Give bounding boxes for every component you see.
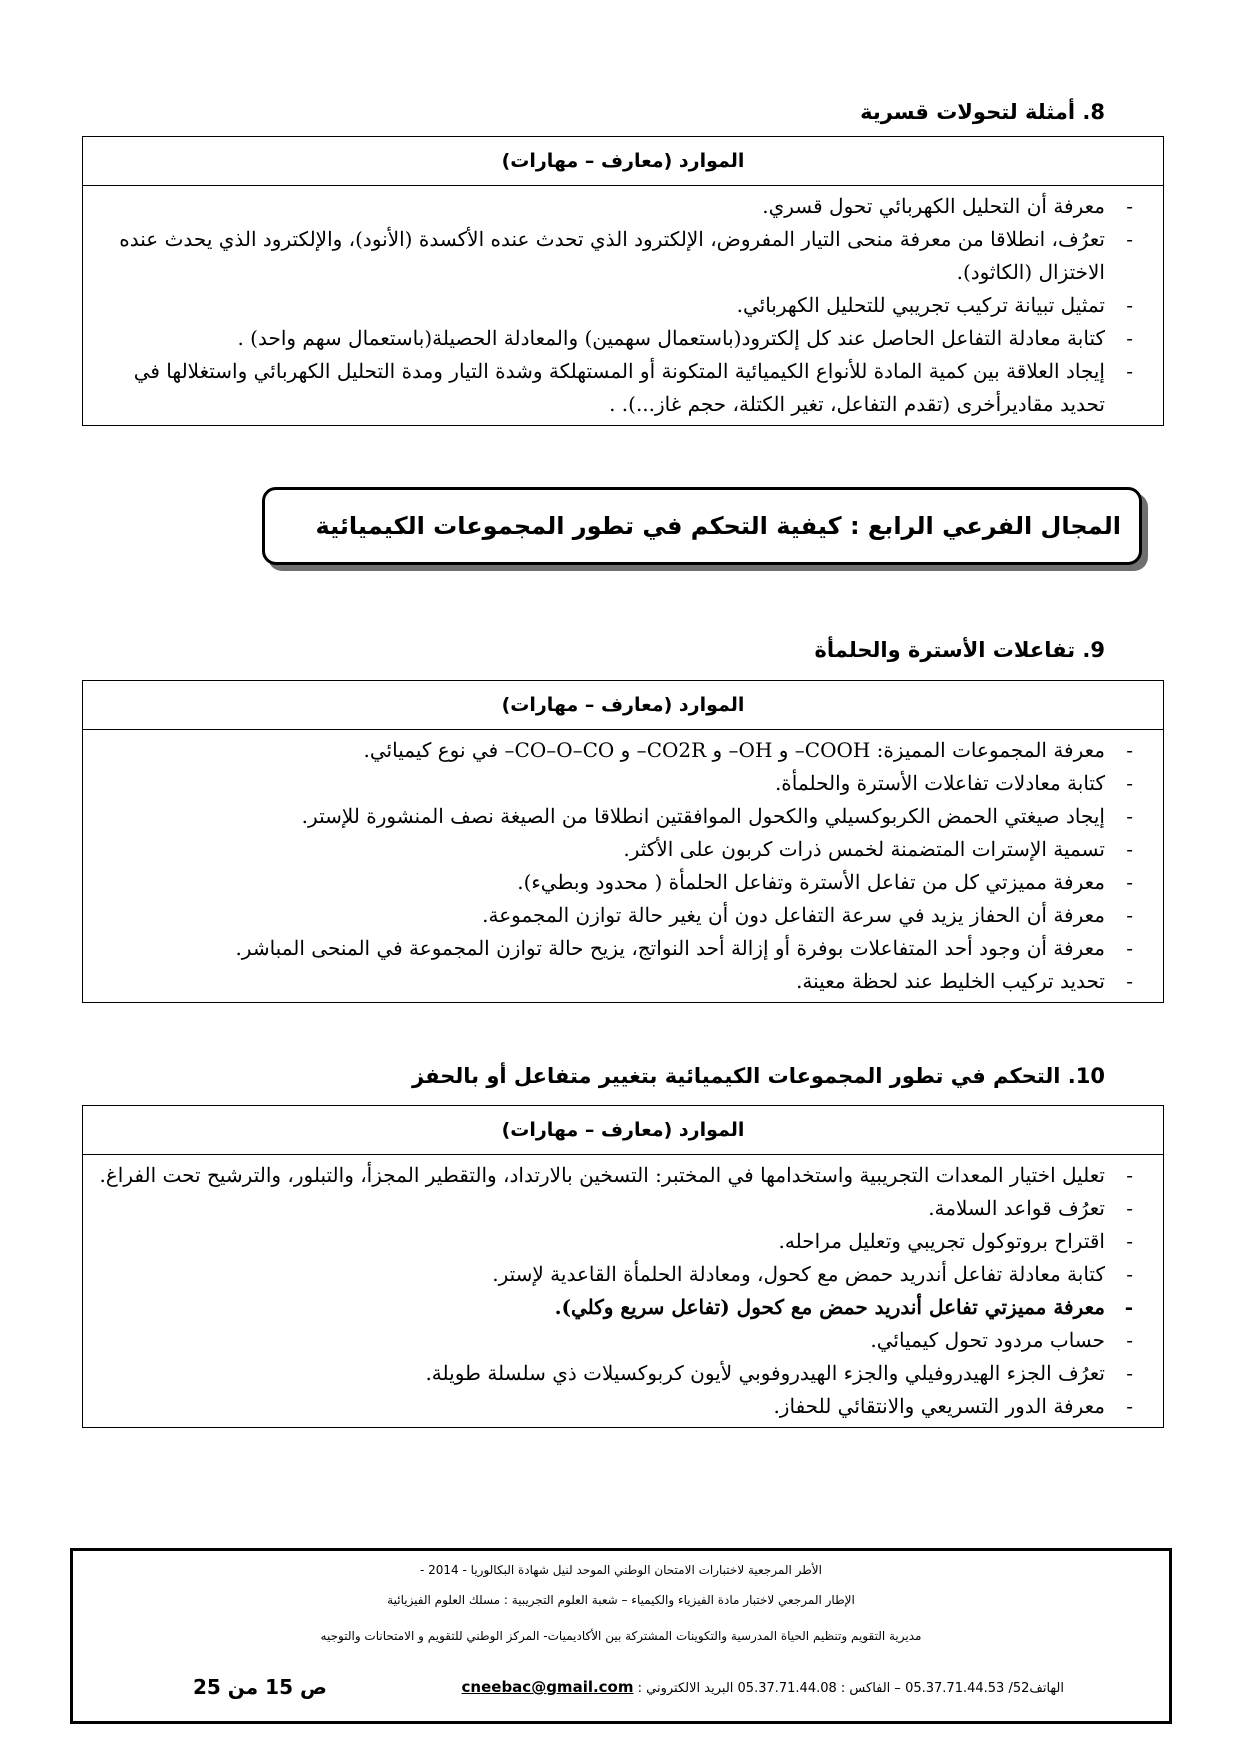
list-item: - معرفة مميزتي تفاعل أندريد حمض مع كحول (تفاعل سريع وكلي).: [97, 1291, 1133, 1324]
section-8-heading: 8. أمثلة لتحولات قسرية: [860, 100, 1105, 124]
list-item: - معرفة أن وجود أحد المتفاعلات بوفرة أو إزالة أحد النواتج، يزيح حالة توازن المجموعة في المنحى المباشر.: [97, 932, 1133, 965]
footer-line-2: الإطار المرجعي لاختبار مادة الفيزياء والكيمياء – شعبة العلوم التجريبية : مسلك العلوم الفيزيائية: [387, 1593, 855, 1607]
sub-domain-title: المجال الفرعي الرابع : كيفية التحكم في تطور المجموعات الكيميائية: [315, 512, 1121, 540]
page-number: ص 15 من 25: [193, 1675, 327, 1699]
list-item: - كتابة معادلة التفاعل الحاصل عند كل إلكترود(باستعمال سهمين) والمعادلة الحصيلة(باستعمال سهم واحد) .: [97, 322, 1133, 355]
list-item: - تمثيل تبيانة تركيب تجريبي للتحليل الكهربائي.: [97, 289, 1133, 322]
section-10-resources-table: [82, 1105, 1164, 1428]
list-item: - تسمية الإسترات المتضمنة لخمس ذرات كربون على الأكثر.: [97, 833, 1133, 866]
section-8-resources-table: [82, 136, 1164, 426]
list-item: - تعرُف الجزء الهيدروفيلي والجزء الهيدروفوبي لأيون كربوكسيلات ذي سلسلة طويلة.: [97, 1357, 1133, 1390]
footer-contact: [462, 1678, 1064, 1696]
list-item: - تعرُف، انطلاقا من معرفة منحى التيار المفروض، الإلكترود الذي تحدث عنده الأكسدة (الأنود)، والإلكترود الذي يحدث عنده الاختزال (الكاثود).: [97, 223, 1133, 289]
list-item: - اقتراح بروتوكول تجريبي وتعليل مراحله.: [97, 1225, 1133, 1258]
list-item: - كتابة معادلات تفاعلات الأسترة والحلمأة.: [97, 767, 1133, 800]
footer-line-1: الأطر المرجعية لاختبارات الامتحان الوطني الموحد لنيل شهادة البكالوريا - 2014 -: [420, 1563, 822, 1577]
footer-line-3: مديرية التقويم وتنظيم الحياة المدرسية والتكوينات المشتركة بين الأكاديميات- المركز الوطني للتقويم و الامتحانات والتوجيه: [320, 1629, 922, 1643]
resources-list: [83, 730, 1163, 1002]
section-9-resources-table: [82, 680, 1164, 1003]
table-header: الموارد (معارف – مهارات): [83, 681, 1163, 730]
list-item: - إيجاد العلاقة بين كمية المادة للأنواع الكيميائية المتكونة أو المستهلكة وشدة التيار ومدة التحليل الكهربائي واستغلالها في تحديد مقاديرأخرى (تقدم التفاعل، تغير الكتلة، حجم غاز...). .: [97, 355, 1133, 421]
table-header: الموارد (معارف – مهارات): [83, 1106, 1163, 1155]
resources-list: [83, 186, 1163, 425]
table-header: الموارد (معارف – مهارات): [83, 137, 1163, 186]
list-item: - معرفة أن الحفاز يزيد في سرعة التفاعل دون أن يغير حالة توازن المجموعة.: [97, 899, 1133, 932]
list-item: - معرفة المجموعات المميزة: COOH– و OH– و CO2R– و CO–O–CO– في نوع كيميائي.: [97, 734, 1133, 767]
section-9-heading: 9. تفاعلات الأسترة والحلمأة: [814, 638, 1105, 662]
list-item: - إيجاد صيغتي الحمض الكربوكسيلي والكحول الموافقتين انطلاقا من الصيغة نصف المنشورة للإستر.: [97, 800, 1133, 833]
list-item: - تعرُف قواعد السلامة.: [97, 1192, 1133, 1225]
list-item: - كتابة معادلة تفاعل أندريد حمض مع كحول، ومعادلة الحلمأة القاعدية لإستر.: [97, 1258, 1133, 1291]
list-item: - معرفة الدور التسريعي والانتقائي للحفاز.: [97, 1390, 1133, 1423]
list-item: - معرفة أن التحليل الكهربائي تحول قسري.: [97, 190, 1133, 223]
footer-contact-row: [193, 1673, 1064, 1701]
section-10-heading: 10. التحكم في تطور المجموعات الكيميائية بتغيير متفاعل أو بالحفز: [412, 1064, 1105, 1088]
list-item: - معرفة مميزتي كل من تفاعل الأسترة وتفاعل الحلمأة ( محدود وبطيء).: [97, 866, 1133, 899]
footer-phone-fax: الهاتف52/ 05.37.71.44.53 – الفاكس : 05.37.71.44.08 البريد الالكتروني :: [637, 1681, 1064, 1696]
resources-list: [83, 1155, 1163, 1427]
list-item: - حساب مردود تحول كيميائي.: [97, 1324, 1133, 1357]
list-item: - تعليل اختيار المعدات التجريبية واستخدامها في المختبر: التسخين بالارتداد، والتقطير المجزأ، والتبلور، والترشيح تحت الفراغ.: [97, 1159, 1133, 1192]
page-footer: [70, 1548, 1172, 1724]
footer-email-link[interactable]: cneebac@gmail.com: [461, 1678, 634, 1696]
list-item: - تحديد تركيب الخليط عند لحظة معينة.: [97, 965, 1133, 998]
sub-domain-title-box: [262, 487, 1142, 565]
